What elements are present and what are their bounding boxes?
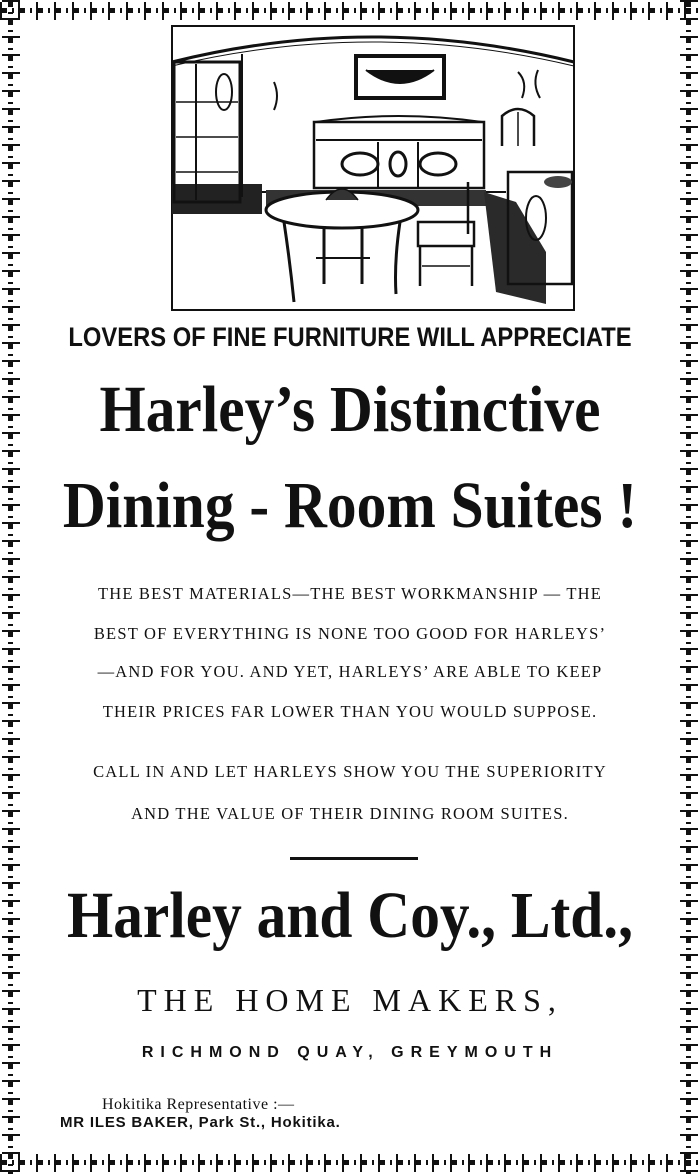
- body-line: BEST OF EVERYTHING IS NONE TOO GOOD FOR HARLEYS’: [93, 624, 607, 643]
- call-to-action-line: CALL IN AND LET HARLEYS SHOW YOU THE SUPERIORITY: [93, 762, 607, 781]
- headline-title-line-1: Harley’s Distinctive: [99, 373, 601, 446]
- dining-room-illustration: [166, 22, 578, 312]
- company-tagline: THE HOME MAKERS,: [137, 982, 563, 1018]
- border-right: [678, 0, 700, 1174]
- body-line: THEIR PRICES FAR LOWER THAN YOU WOULD SUPPOSE.: [102, 702, 598, 721]
- border-bottom: [0, 1152, 700, 1174]
- company-address: RICHMOND QUAY, GREYMOUTH: [141, 1044, 559, 1061]
- border-top: [0, 0, 700, 22]
- representative-label: Hokitika Representative :—: [102, 1096, 295, 1113]
- border-left: [0, 0, 22, 1174]
- headline-title-line-2: Dining - Room Suites !: [62, 469, 638, 542]
- body-line: THE BEST MATERIALS—THE BEST WORKMANSHIP — THE: [97, 584, 603, 603]
- headline-intro: LOVERS OF FINE FURNITURE WILL APPRECIATE: [68, 322, 632, 352]
- divider-rule: [290, 857, 418, 860]
- representative-name: MR ILES BAKER, Park St., Hokitika.: [60, 1114, 341, 1131]
- call-to-action-line: AND THE VALUE OF THEIR DINING ROOM SUITES.: [131, 804, 569, 823]
- company-name: Harley and Coy., Ltd.,: [66, 879, 634, 952]
- body-line: —AND FOR YOU. AND YET, HARLEYS’ ARE ABLE TO KEEP: [97, 662, 603, 681]
